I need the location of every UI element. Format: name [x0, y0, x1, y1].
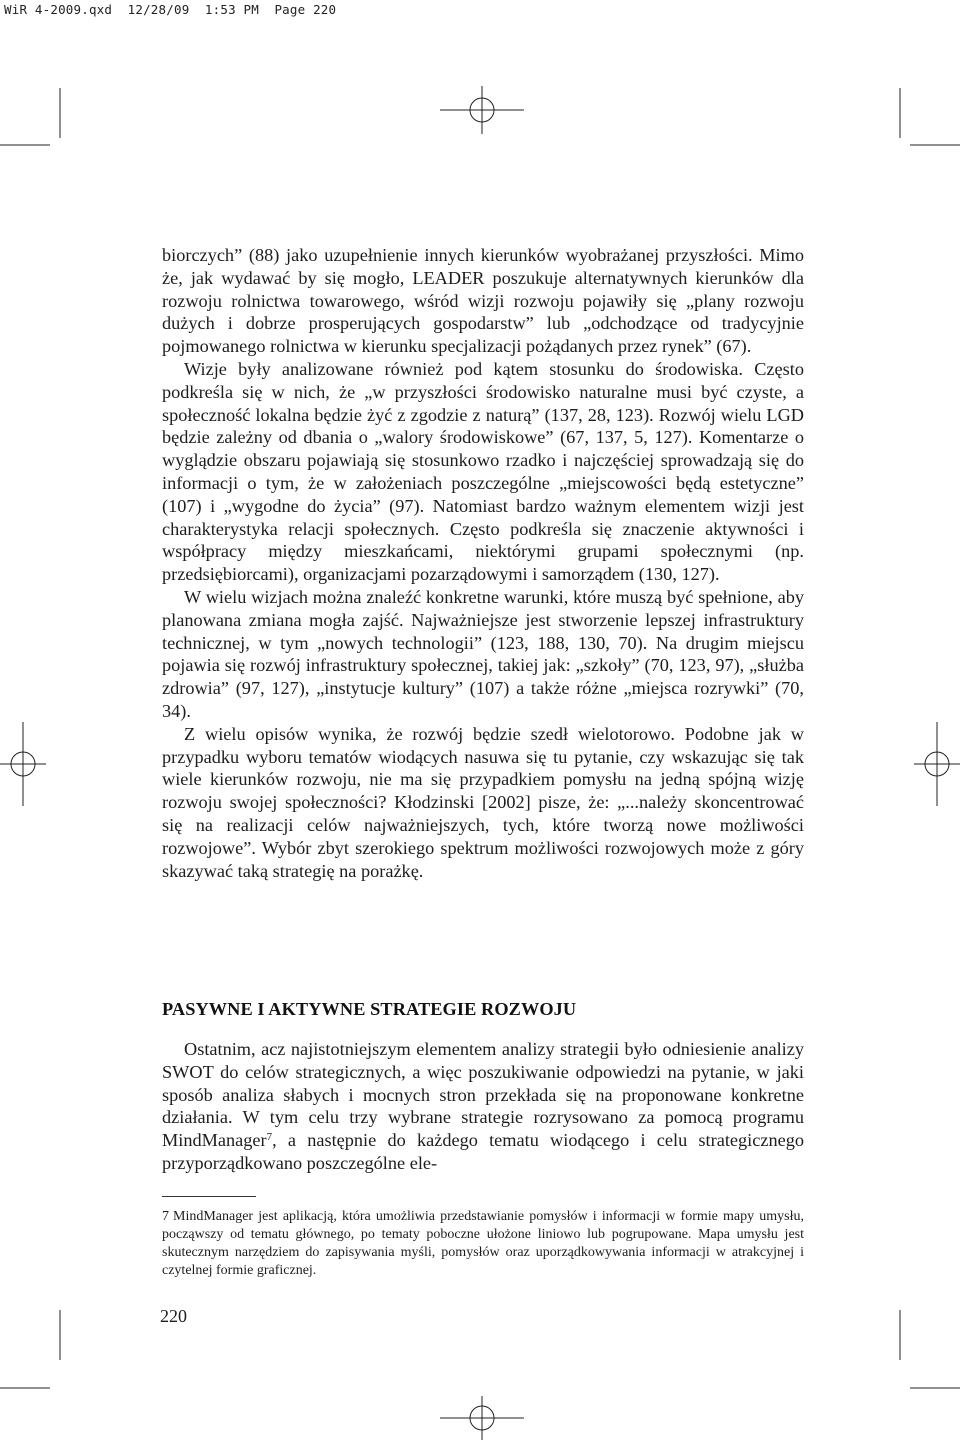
registration-mark-right-icon	[914, 722, 960, 806]
footnote-divider	[162, 1196, 256, 1197]
paragraph-2: Wizje były analizowane również pod kątem stosunku do środowiska. Często podkreśla się w nich, że „w przyszłości środowisko naturalne musi być czyste, a społeczność lokalna będzie żyć z zgodzie z naturą” (137, 28, 123). Rozwój wielu LGD będzie zależny od dbania o „walory środowiskowe” (67, 137, 5, 127). Komentarze o wyglądzie obszaru pojawiają się stosunkowo rzadko i najczęściej sprowadzają się do informacji o tym, że w założeniach poszczególne „miejscowości będą estetyczne” (107) i „wygodne do życia” (97). Natomiast bardzo ważnym elementem wizji jest charakterystyka relacji społecznych. Często podkreśla się znaczenie aktywności i współpracy między mieszkańcami, niektórymi grupami społecznymi (np. przedsiębiorcami), organizacjami pozarządowymi i samorządem (130, 127).	[162, 358, 804, 585]
footnote-number: 7	[162, 1209, 169, 1224]
registration-mark-bottom-icon	[440, 1396, 524, 1440]
page-number: 220	[160, 1306, 187, 1326]
body-text	[162, 244, 804, 882]
section-heading: PASYWNE I AKTYWNE STRATEGIE ROZWOJU	[162, 999, 577, 1019]
paragraph-3: W wielu wizjach można znaleźć konkretne warunki, które muszą być spełnione, aby planowana zmiana mogła zajść. Najważniejsze jest stworzenie lepszej infrastruktury technicznej, w tym „nowych technologii” (123, 188, 130, 70). Na drugim miejscu pojawia się rozwój infrastruktury społecznej, takiej jak: „szkoły” (70, 123, 97), „służba zdrowia” (97, 127), „instytucje kultury” (107) a także różne „miejsca rozrywki” (70, 34).	[162, 586, 804, 721]
section-paragraph-1	[162, 1038, 804, 1175]
section-paragraph-1-before: Ostatnim, acz najistotniejszym elementem analizy strategii było odniesienie analizy SWOT do celów strategicznych, a więc poszukiwanie odpowiedzi na pytanie, w jaki sposób analiza słabych i mocnych stron przekłada się na proponowane konkretne działania. W tym celu trzy wybrane strategie rozrysowano za pomocą programu MindManager	[162, 1039, 804, 1151]
slug-date: 12/28/09	[127, 2, 190, 17]
footnote-text: MindManager jest aplikacją, która umożliwia przedstawianie pomysłów i informacji w formie mapy umysłu, począwszy od tematu głównego, po tematy poboczne ułożone liniowo lub pogrupowane. Mapa umysłu jest skutecznym narzędziem do zapisywania myśli, pomysłów oraz uporządkowywania informacji w atrakcyjnej i czytelnej formie graficznej.	[162, 1209, 804, 1278]
section-body-text	[162, 1038, 804, 1175]
section-paragraph-1-after: , a następnie do każdego tematu wiodącego i celu strategicznego przyporządkowano poszczególne ele-	[162, 1130, 804, 1173]
footnote	[162, 1208, 804, 1280]
slug-time: 1:53 PM	[204, 2, 259, 17]
footnote-reference[interactable]: 7	[266, 1131, 273, 1144]
slug-file: WiR 4-2009.qxd	[4, 2, 113, 17]
registration-mark-left-icon	[0, 722, 46, 806]
paragraph-4: Z wielu opisów wynika, że rozwój będzie szedł wielotorowo. Podobne jak w przypadku wyboru tematów wiodących nasuwa się tu pytanie, czy wskazując się tak wiele kierunków rozwoju, nie ma się przypadkiem pomysłu na jedną spójną wizję rozwoju swojej społeczności? Kłodzinski [2002] pisze, że: „...należy skoncentrować się na realizacji celów najważniejszych, tych, które tworzą nowe możliwości rozwojowe”. Wybór zbyt szerokiego spektrum możliwości rozwojowych może z góry skazywać taką strategię na porażkę.	[162, 723, 804, 881]
paragraph-1: biorczych” (88) jako uzupełnienie innych kierunków wyobrażanej przyszłości. Mimo że, jak wydawać by się mogło, LEADER poszukuje alternatywnych kierunków dla rozwoju rolnictwa towarowego, wśród wizji rozwoju pojawiły się „plany rozwoju dużych i dobrze prosperujących gospodarstw” lub „odchodzące od tradycyjnie pojmowanego rolnictwa w kierunku specjalizacji pożądanych przez rynek” (67).	[162, 245, 804, 357]
registration-mark-top-icon	[440, 86, 524, 134]
slug-page-label: Page 220	[274, 2, 337, 17]
